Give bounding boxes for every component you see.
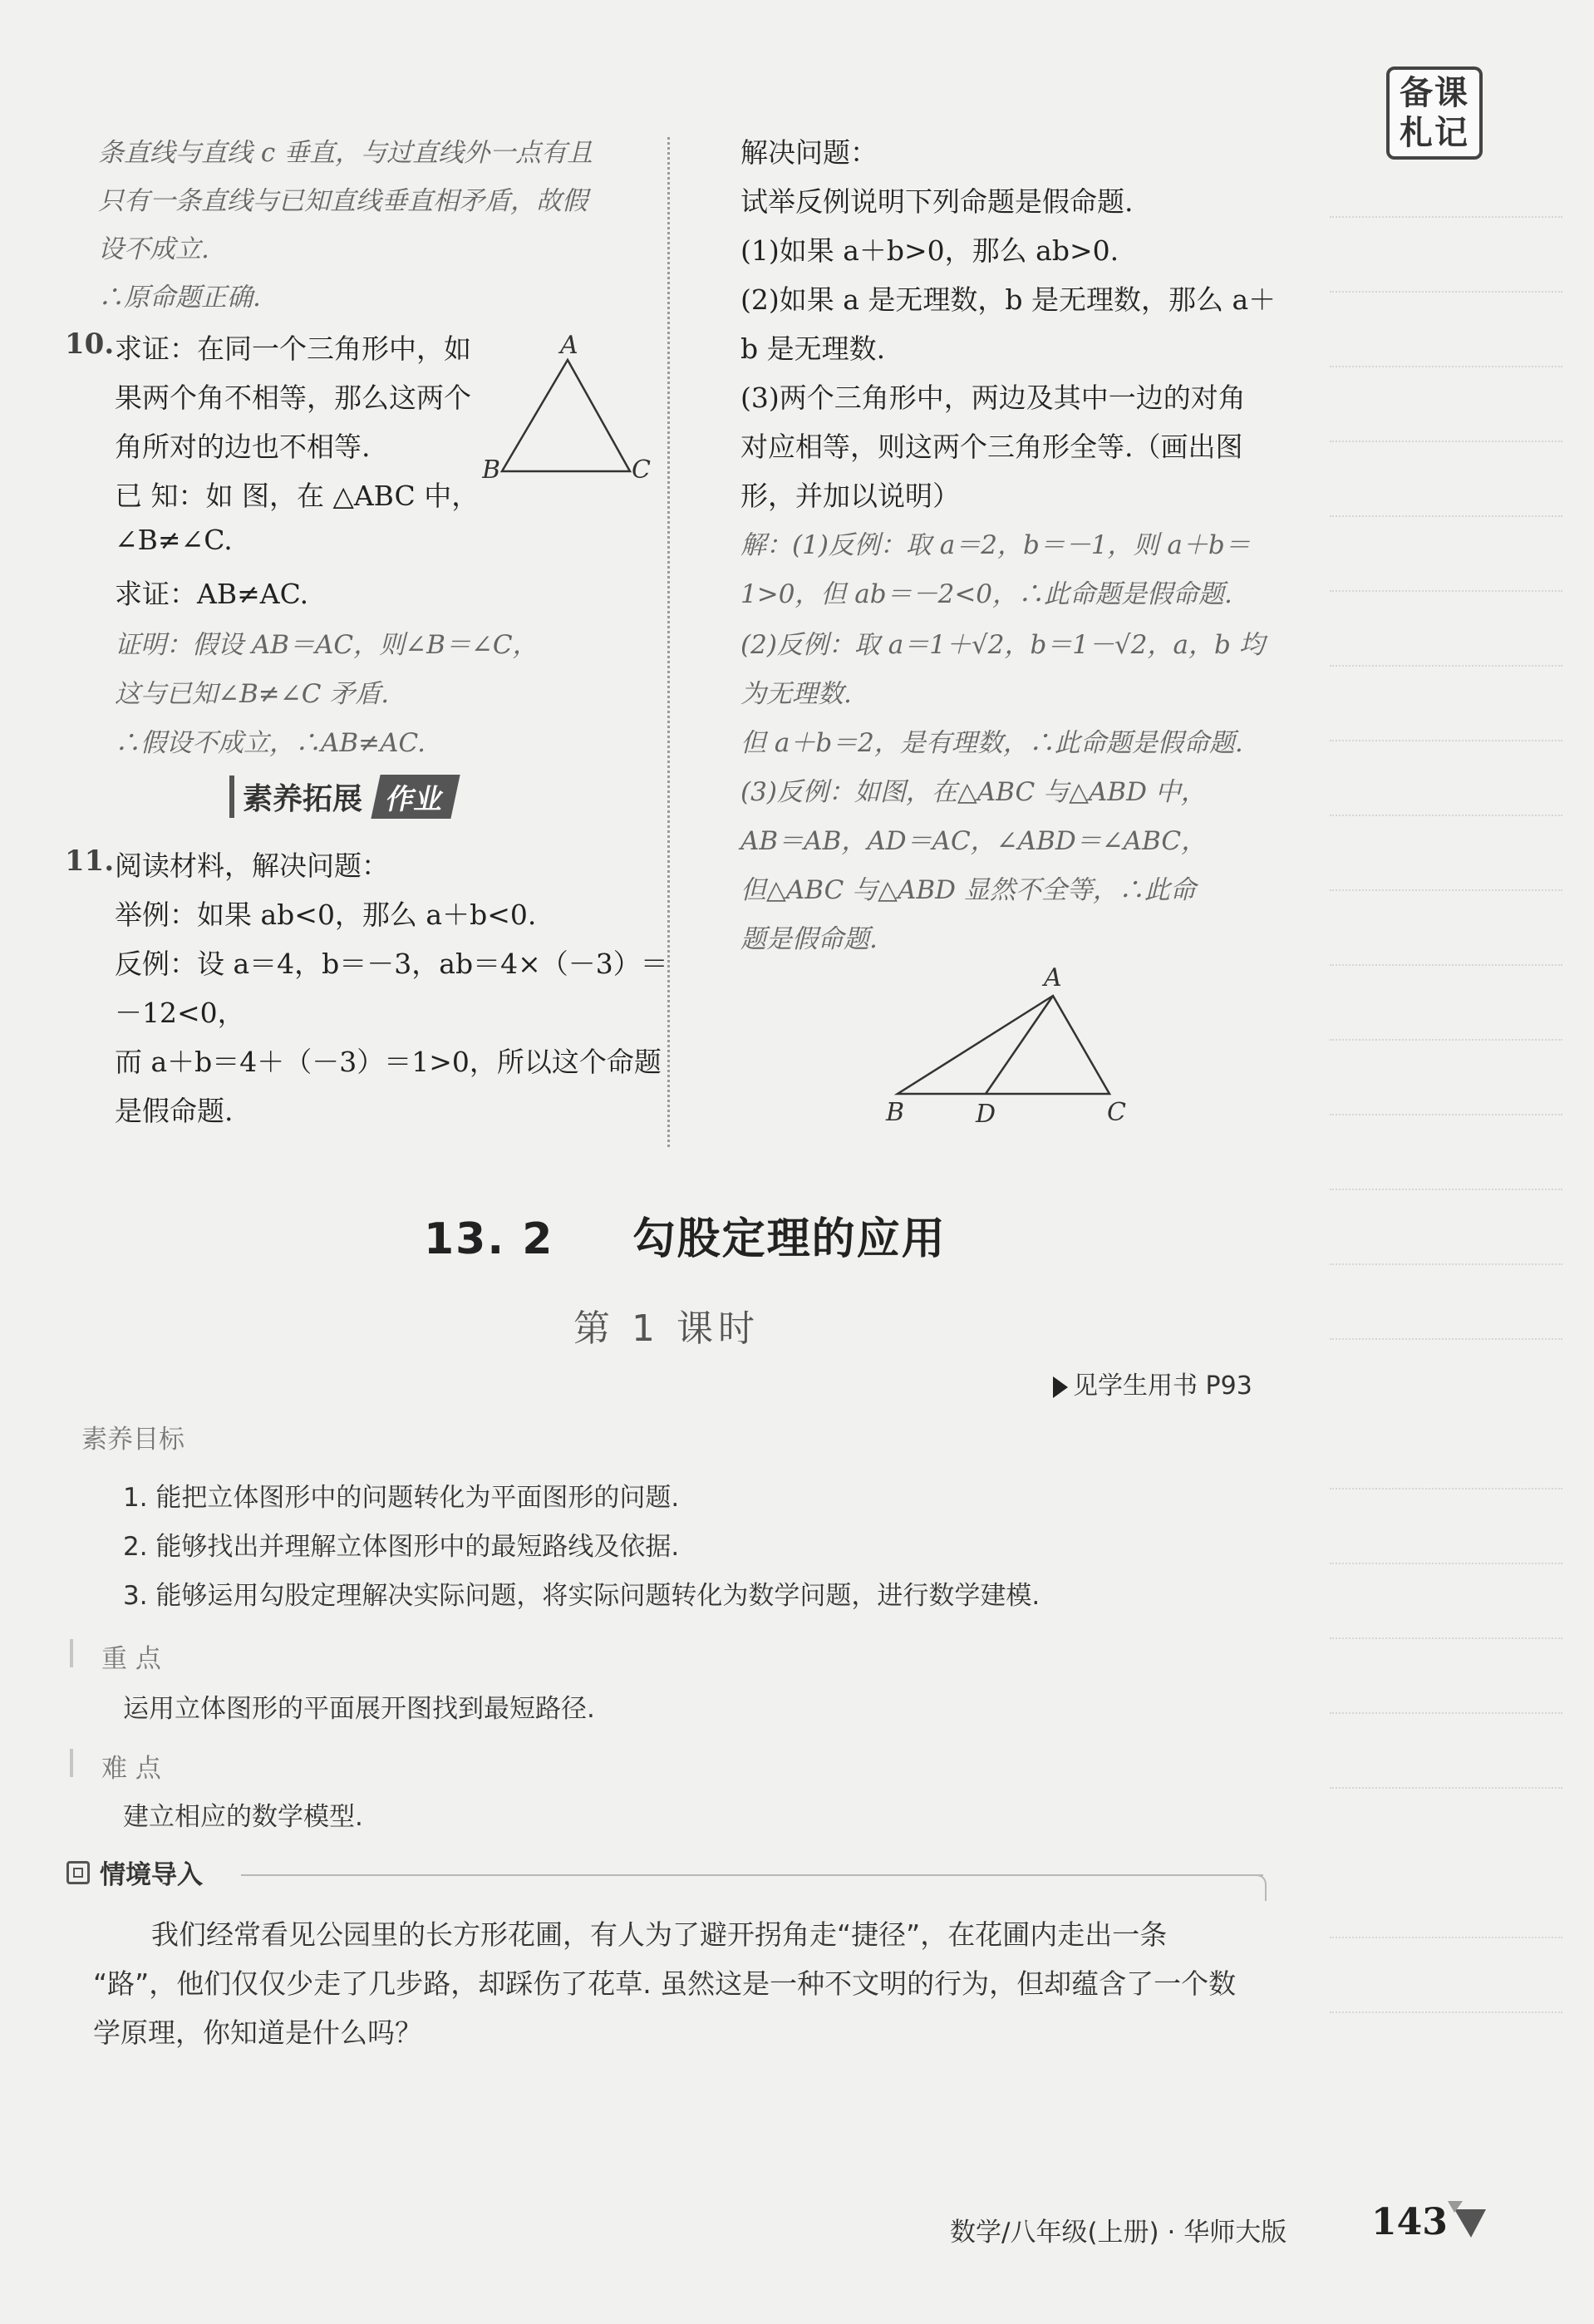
question-line: 求证：在同一个三角形中，如 [115, 332, 471, 365]
answer-line: AB＝AB，AD＝AC，∠ABD＝∠ABC， [740, 826, 1208, 856]
intro-line: 学原理，你知道是什么吗？ [93, 2016, 422, 2049]
question-line: 阅读材料，解决问题： [115, 849, 389, 882]
notes-stamp [1386, 66, 1483, 160]
banner-tag: 作业 [371, 775, 460, 819]
margin-rule [1330, 889, 1562, 891]
margin-rule [1330, 590, 1562, 592]
answer-line: 1>0，但 ab＝－2<0，∴此命题是假命题. [740, 579, 1232, 609]
stamp-line-1: 备课 [1400, 74, 1469, 112]
answer-line: ∴原命题正确. [98, 283, 261, 313]
triangle-abc-figure [482, 328, 657, 486]
intro-heading-label: 情境导入 [100, 1860, 203, 1890]
section-heading [424, 1204, 947, 1266]
question-line: 对应相等，则这两个三角形全等.（画出图 [740, 431, 1243, 463]
margin-rule [1330, 291, 1562, 293]
section-banner [229, 775, 455, 817]
banner-title: 素养拓展 [229, 775, 371, 818]
heading-marker [70, 1639, 73, 1667]
margin-rule [1330, 1488, 1562, 1489]
student-book-ref [1053, 1365, 1252, 1401]
vertex-label-d: D [976, 1100, 996, 1129]
answer-line: 只有一条直线与已知直线垂直相矛盾，故假 [98, 186, 588, 216]
corner-arrow-icon [1446, 2194, 1496, 2244]
section-title: 勾股定理的应用 [632, 1214, 947, 1264]
stamp-line-2: 札记 [1400, 114, 1469, 152]
question-line: 角所对的边也不相等. [115, 431, 371, 463]
page-number: 143 [1371, 2201, 1448, 2243]
answer-line: ∴假设不成立，∴AB≠AC. [115, 728, 426, 758]
difficulty-heading: 难 点 [101, 1754, 161, 1784]
triangle-abd-figure [873, 963, 1147, 1129]
question-line: －12<0， [115, 997, 245, 1029]
question-number: 11. [65, 844, 115, 878]
intro-line: “路”，他们仅仅少走了几步路，却踩伤了花草. 虽然这是一种不文明的行为，但却蕴含了一个数 [93, 1967, 1237, 2000]
margin-rule [1330, 740, 1562, 741]
answer-line: 这与已知∠B≠∠C 矛盾. [115, 679, 390, 709]
goal-item: 3. 能够运用勾股定理解决实际问题，将实际问题转化为数学问题，进行数学建模. [123, 1581, 1041, 1611]
margin-rule [1330, 964, 1562, 966]
margin-rule [1330, 1189, 1562, 1190]
question-number: 10. [65, 327, 115, 361]
intro-rule [241, 1874, 1263, 1876]
question-line: 而 a＋b＝4＋（－3）＝1>0，所以这个命题 [115, 1046, 662, 1078]
margin-rule [1330, 1338, 1562, 1340]
question-line: 求证：AB≠AC. [115, 578, 309, 610]
question-line: 举例：如果 ab<0，那么 a＋b<0. [115, 899, 537, 931]
difficulty-text: 建立相应的数学模型. [123, 1802, 363, 1832]
question-line: 试举反例说明下列命题是假命题. [740, 185, 1134, 218]
goals-heading: 素养目标 [81, 1425, 184, 1455]
ref-text: 见学生用书 P93 [1073, 1371, 1252, 1401]
margin-rule [1330, 815, 1562, 816]
intro-rule-end [1255, 1874, 1267, 1901]
question-line: 果两个角不相等，那么这两个 [115, 382, 471, 414]
margin-rule [1330, 1563, 1562, 1564]
margin-rule [1330, 1637, 1562, 1639]
window-icon [66, 1861, 90, 1884]
vertex-label-b: B [482, 455, 501, 485]
answer-line: 为无理数. [740, 679, 852, 709]
margin-rule [1330, 1937, 1562, 1938]
answer-line: 但△ABC 与△ABD 显然不全等，∴此命 [740, 875, 1196, 905]
vertex-label-a: A [1044, 963, 1062, 992]
margin-rule [1330, 1039, 1562, 1041]
lesson-title: 第 1 课时 [573, 1307, 760, 1350]
margin-rule [1330, 1263, 1562, 1265]
section-number: 13. 2 [424, 1214, 554, 1264]
intro-line: 我们经常看见公园里的长方形花圃，有人为了避开拐角走“捷径”，在花圃内走出一条 [151, 1918, 1168, 1951]
answer-line: 设不成立. [98, 234, 209, 264]
margin-rule [1330, 2011, 1562, 2013]
goal-item: 1. 能把立体图形中的问题转化为平面图形的问题. [123, 1483, 680, 1513]
footer-book-title: 数学/八年级(上册) · 华师大版 [950, 2218, 1287, 2248]
margin-rule [1330, 216, 1562, 218]
segment-ad [986, 996, 1053, 1094]
question-line: ∠B≠∠C. [115, 524, 233, 556]
margin-rule [1330, 1114, 1562, 1115]
question-line: (1)如果 a＋b>0，那么 ab>0. [740, 234, 1119, 267]
margin-rule [1330, 441, 1562, 442]
margin-rule [1330, 366, 1562, 367]
vertex-label-a: A [560, 331, 578, 360]
question-line: 是假命题. [115, 1095, 234, 1127]
margin-rule [1330, 665, 1562, 667]
vertex-label-b: B [886, 1098, 905, 1127]
key-points-heading: 重 点 [101, 1644, 161, 1674]
question-line: 反例：设 a＝4，b＝－3，ab＝4×（－3）＝ [115, 948, 668, 980]
answer-line: 条直线与直线 c 垂直，与过直线外一点有且 [98, 138, 593, 168]
triangle-abc [502, 360, 630, 471]
question-line: (2)如果 a 是无理数，b 是无理数，那么 a＋ [740, 283, 1277, 316]
question-line: 解决问题： [740, 136, 878, 169]
key-points-text: 运用立体图形的平面展开图找到最短路径. [123, 1694, 595, 1724]
answer-line: (3)反例：如图，在△ABC 与△ABD 中， [740, 777, 1207, 807]
answer-line: 解：(1)反例：取 a＝2，b＝－1，则 a＋b＝ [740, 530, 1251, 560]
triangle-abc [898, 996, 1109, 1094]
margin-rule [1330, 1712, 1562, 1714]
vertex-label-c: C [1107, 1098, 1126, 1127]
intro-heading [66, 1854, 203, 1891]
goal-item: 2. 能够找出并理解立体图形中的最短路线及依据. [123, 1532, 680, 1562]
answer-line: 证明：假设 AB＝AC，则∠B＝∠C， [115, 630, 539, 660]
answer-line: 但 a＋b＝2，是有理数，∴此命题是假命题. [740, 728, 1243, 758]
triangle-arrow-icon [1053, 1376, 1068, 1398]
question-line: (3)两个三角形中，两边及其中一边的对角 [740, 382, 1246, 414]
question-line: b 是无理数. [740, 332, 886, 365]
vertex-label-c: C [632, 455, 651, 485]
margin-rule [1330, 1787, 1562, 1789]
column-divider [667, 137, 670, 1147]
heading-marker [70, 1749, 73, 1777]
margin-rule [1330, 515, 1562, 517]
answer-line: (2)反例：取 a＝1＋√2，b＝1－√2，a，b 均 [740, 630, 1265, 660]
question-line: 形，并加以说明） [740, 480, 960, 512]
answer-line: 题是假命题. [740, 924, 878, 954]
question-line: 已 知：如 图，在 △ABC 中， [115, 480, 480, 512]
